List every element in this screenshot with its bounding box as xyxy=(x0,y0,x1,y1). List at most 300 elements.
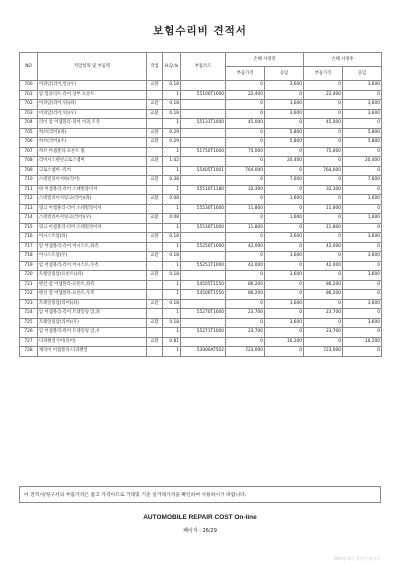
cell-parts-price-after: 23,700 xyxy=(304,328,343,338)
cell-work: 교환 xyxy=(147,176,163,186)
cell-parts-price-before: 42,000 xyxy=(226,242,265,252)
cell-no: 716 xyxy=(20,233,38,243)
table-row xyxy=(20,261,382,271)
cell-parts-price-after: 0 xyxy=(304,318,343,328)
cell-labor-before: 0 xyxy=(265,328,304,338)
cell-parts-price-before: 75,000 xyxy=(226,147,265,157)
cell-part-code: 55271T1000 xyxy=(181,328,226,338)
cell-parts-price-after: 75,000 xyxy=(304,147,343,157)
cell-labor-before: 1,600 xyxy=(265,195,304,205)
cell-no: 712 xyxy=(20,195,38,205)
cell-item: 허브(리어)(좌) xyxy=(38,128,147,138)
cell-no: 713 xyxy=(20,204,38,214)
cell-work xyxy=(147,309,163,319)
cell-parts-price-after: 42,000 xyxy=(304,261,343,271)
cell-parts-price-after: 0 xyxy=(304,109,343,119)
cell-labor-before: 3,600 xyxy=(265,318,304,328)
cell-hq: 1 xyxy=(163,185,181,195)
cell-hq: 1 xyxy=(163,328,181,338)
cell-labor-after: 0 xyxy=(343,147,382,157)
cell-labor-before: 0 xyxy=(265,185,304,195)
cell-item: 링크 어셈블리-리어 스테빌라이저 xyxy=(38,204,147,214)
header-labor-before: 공임 xyxy=(265,67,304,81)
cell-work xyxy=(147,90,163,100)
header-no: NO xyxy=(20,53,38,81)
table-row xyxy=(20,147,382,157)
table-row xyxy=(20,223,382,233)
cell-hq: 0.18 xyxy=(163,109,181,119)
cell-part-code: 55250T1000 xyxy=(181,242,226,252)
table-row xyxy=(20,109,382,119)
cell-parts-price-before: 0 xyxy=(226,157,265,167)
cell-work: 교환 xyxy=(147,100,163,110)
header-work: 작업 xyxy=(147,53,163,81)
cell-work: 교환 xyxy=(147,128,163,138)
cell-part-code xyxy=(181,100,226,110)
table-row xyxy=(20,195,382,205)
cell-labor-after: 0 xyxy=(343,223,382,233)
cell-parts-price-before: 42,000 xyxy=(226,261,265,271)
cell-labor-after: 5,800 xyxy=(343,128,382,138)
cell-parts-price-before: 32,300 xyxy=(226,185,265,195)
cell-labor-before: 0 xyxy=(265,309,304,319)
table-row xyxy=(20,185,382,195)
cell-parts-price-after: 0 xyxy=(304,214,343,224)
cell-parts-price-after: 86,200 xyxy=(304,280,343,290)
cell-parts-price-before: 0 xyxy=(226,100,265,110)
cell-work: 교환 xyxy=(147,233,163,243)
cell-labor-after: 0 xyxy=(343,328,382,338)
cell-part-code xyxy=(181,299,226,309)
cell-work: 교환 xyxy=(147,109,163,119)
cell-parts-price-before: 0 xyxy=(226,176,265,186)
cell-no: 710 xyxy=(20,176,38,186)
header-parts-price-before: 부품가격 xyxy=(226,67,265,81)
cell-hq: 1 xyxy=(163,309,181,319)
cell-part-code: 55510T1180 xyxy=(181,185,226,195)
cell-item: 리어 암 어셈블리-리어 어퍼,우측 xyxy=(38,119,147,129)
cell-part-code xyxy=(181,195,226,205)
cell-part-code: 54505T1550 xyxy=(181,280,226,290)
cell-part-code: 55530T1000 xyxy=(181,223,226,233)
cell-item: 트레일링암(리어)(우) xyxy=(38,318,147,328)
table-row xyxy=(20,337,382,347)
cell-hq: 0.18 xyxy=(163,318,181,328)
cell-item: 어퍼암(리어,뒤)(우) xyxy=(38,109,147,119)
cell-labor-after: 0 xyxy=(343,261,382,271)
cell-labor-before: 3,600 xyxy=(265,233,304,243)
cell-labor-after: 0 xyxy=(343,242,382,252)
cell-part-code xyxy=(181,252,226,262)
cell-no: 721 xyxy=(20,280,38,290)
cell-item: 암 어셈블리-리어 어시스트,좌측 xyxy=(38,242,147,252)
cell-hq: 0.18 xyxy=(163,100,181,110)
cell-labor-after: 3,600 xyxy=(343,252,382,262)
cell-parts-price-before: 45,000 xyxy=(226,119,265,129)
cell-labor-before: 0 xyxy=(265,242,304,252)
cell-item: 디퍼렌셜기어(리어) xyxy=(38,337,147,347)
cell-item: 어퍼암(리어,뒤)(좌) xyxy=(38,100,147,110)
cell-parts-price-before: 0 xyxy=(226,195,265,205)
header-parts-price-after: 부품가격 xyxy=(304,67,343,81)
cell-labor-before: 0 xyxy=(265,223,304,233)
cell-part-code xyxy=(181,176,226,186)
cell-item: 텐션 암 어셈블리-프론트,우측 xyxy=(38,290,147,300)
cell-parts-price-before: 86,200 xyxy=(226,290,265,300)
header-hq: H.Q,% xyxy=(163,53,181,81)
cell-parts-price-before: 86,200 xyxy=(226,280,265,290)
cell-parts-price-after: 0 xyxy=(304,100,343,110)
cell-parts-price-before: 723,000 xyxy=(226,347,265,357)
cell-no: 707 xyxy=(20,147,38,157)
cell-no: 725 xyxy=(20,318,38,328)
cell-labor-after: 5,800 xyxy=(343,138,382,148)
cell-no: 723 xyxy=(20,299,38,309)
table-row xyxy=(20,204,382,214)
table-row xyxy=(20,81,382,91)
estimate-table xyxy=(19,52,382,357)
table-row xyxy=(20,280,382,290)
cell-part-code xyxy=(181,233,226,243)
cell-hq: 1 xyxy=(163,290,181,300)
cell-item: 트레일링암(프론트)(좌) xyxy=(38,271,147,281)
cell-item: 어시스트암(좌) xyxy=(38,233,147,243)
cell-no: 705 xyxy=(20,128,38,138)
table-row xyxy=(20,166,382,176)
cell-hq: 1 xyxy=(163,147,181,157)
cell-parts-price-before: 0 xyxy=(226,271,265,281)
cell-parts-price-after: 723,000 xyxy=(304,347,343,357)
cell-parts-price-before: 0 xyxy=(226,318,265,328)
cell-no: 700 xyxy=(20,81,38,91)
cell-item: 트레일링암(리어)(좌) xyxy=(38,299,147,309)
cell-parts-price-after: 0 xyxy=(304,138,343,148)
cell-parts-price-after: 11,800 xyxy=(304,204,343,214)
cell-labor-after: 0 xyxy=(343,119,382,129)
cell-part-code: 55131T1000 xyxy=(181,119,226,129)
cell-item: 암 어셈블리-리어 트레일링 암,우 xyxy=(38,328,147,338)
cell-parts-price-after: 45,000 xyxy=(304,119,343,129)
cell-parts-price-after: 764,000 xyxy=(304,166,343,176)
cell-parts-price-before: 0 xyxy=(226,233,265,243)
cell-item: 링크 어셈블리-리어 스태빌라이저 xyxy=(38,223,147,233)
cell-parts-price-before: 11,800 xyxy=(226,204,265,214)
cell-labor-after: 0 xyxy=(343,290,382,300)
cell-hq: 1 xyxy=(163,280,181,290)
cell-work: 교환 xyxy=(147,138,163,148)
cell-parts-price-after: 22,400 xyxy=(304,90,343,100)
cell-work xyxy=(147,290,163,300)
cell-hq: 0.81 xyxy=(163,337,181,347)
cell-labor-after: 0 xyxy=(343,309,382,319)
cell-parts-price-after: 86,200 xyxy=(304,290,343,300)
cell-hq: 0.18 xyxy=(163,271,181,281)
cell-labor-after: 3,600 xyxy=(343,100,382,110)
cell-parts-price-after: 0 xyxy=(304,157,343,167)
cell-part-code: 55530T1000 xyxy=(181,204,226,214)
table-row xyxy=(20,299,382,309)
table-row xyxy=(20,90,382,100)
cell-parts-price-after: 42,000 xyxy=(304,242,343,252)
cell-no: 718 xyxy=(20,252,38,262)
cell-part-code: 53000AT502 xyxy=(181,347,226,357)
cell-no: 708 xyxy=(20,157,38,167)
cell-hq: 1 xyxy=(163,166,181,176)
table-row xyxy=(20,100,382,110)
cell-labor-after: 1,600 xyxy=(343,214,382,224)
cell-item: 바 어셈블리-리어 스태빌라이저 xyxy=(38,185,147,195)
cell-no: 724 xyxy=(20,309,38,319)
cell-part-code xyxy=(181,109,226,119)
cell-labor-after: 3,600 xyxy=(343,109,382,119)
cell-labor-after: 1,600 xyxy=(343,195,382,205)
cell-part-code xyxy=(181,157,226,167)
cell-parts-price-after: 0 xyxy=(304,299,343,309)
cell-item: 암 어셈블리-리어 어시스트,우측 xyxy=(38,261,147,271)
cell-parts-price-before: 0 xyxy=(226,252,265,262)
disclaimer-note: 이 견적서/청구서의 부품가격은 참고 가격이므로 거래및 기준 실거래가격을 확인하여 사용하시기 바랍니다. xyxy=(19,486,381,503)
cell-part-code: 55100T1000 xyxy=(181,90,226,100)
cell-no: 701 xyxy=(20,90,38,100)
cell-labor-before: 16,200 xyxy=(265,337,304,347)
cell-labor-before: 1,600 xyxy=(265,214,304,224)
cell-parts-price-after: 32,300 xyxy=(304,185,343,195)
cell-parts-price-before: 0 xyxy=(226,109,265,119)
cell-labor-before: 0 xyxy=(265,90,304,100)
table-row xyxy=(20,318,382,328)
cell-parts-price-before: 11,800 xyxy=(226,223,265,233)
cell-labor-after: 3,600 xyxy=(343,318,382,328)
cell-labor-before: 0 xyxy=(265,204,304,214)
cell-work xyxy=(147,328,163,338)
cell-work xyxy=(147,261,163,271)
cell-no: 717 xyxy=(20,242,38,252)
table-row xyxy=(20,347,382,357)
cell-labor-before: 3,600 xyxy=(265,271,304,281)
cell-hq: 1 xyxy=(163,347,181,357)
cell-labor-before: 3,600 xyxy=(265,81,304,91)
cell-labor-before: 0 xyxy=(265,347,304,357)
cell-item: 허브 어셈블리-프론트 휠 xyxy=(38,147,147,157)
cell-labor-after: 3,600 xyxy=(343,81,382,91)
cell-parts-price-before: 22,400 xyxy=(226,90,265,100)
cell-no: 715 xyxy=(20,223,38,233)
cell-labor-before: 0 xyxy=(265,119,304,129)
cell-work xyxy=(147,242,163,252)
cell-hq: 1.02 xyxy=(163,157,181,167)
cell-work: 교환 xyxy=(147,252,163,262)
cell-parts-price-after: 0 xyxy=(304,271,343,281)
cell-part-code xyxy=(181,214,226,224)
cell-hq: 1 xyxy=(163,119,181,129)
cell-labor-before: 3,600 xyxy=(265,109,304,119)
cell-hq: 1 xyxy=(163,242,181,252)
table-row xyxy=(20,233,382,243)
cell-hq: 1 xyxy=(163,261,181,271)
cell-labor-after: 20,400 xyxy=(343,157,382,167)
cell-labor-after: 3,600 xyxy=(343,299,382,309)
cell-parts-price-after: 11,800 xyxy=(304,223,343,233)
cell-hq: 1 xyxy=(163,90,181,100)
cell-item: 어시스트암(우) xyxy=(38,252,147,262)
cell-labor-before: 7,600 xyxy=(265,176,304,186)
cell-parts-price-before: 0 xyxy=(226,81,265,91)
cell-work xyxy=(147,119,163,129)
cell-part-code xyxy=(181,337,226,347)
cell-work xyxy=(147,204,163,214)
cell-labor-before: 0 xyxy=(265,147,304,157)
cell-hq: 1 xyxy=(163,223,181,233)
cell-labor-before: 20,400 xyxy=(265,157,304,167)
page-number: 페이지 : 26/29 xyxy=(183,528,217,534)
cell-no: 727 xyxy=(20,337,38,347)
cell-labor-before: 0 xyxy=(265,290,304,300)
header-before-adjustment: 손해 사정전 xyxy=(226,53,304,67)
header-part-code: 부품코드 xyxy=(181,53,226,81)
cell-labor-before: 0 xyxy=(265,261,304,271)
cell-item: 스테빌라이저링크(리어)(좌) xyxy=(38,195,147,205)
cell-work: 교환 xyxy=(147,337,163,347)
cell-part-code xyxy=(181,138,226,148)
cell-work xyxy=(147,185,163,195)
estimate-rows xyxy=(20,81,382,357)
table-row xyxy=(20,157,382,167)
cell-part-code xyxy=(181,318,226,328)
cell-no: 722 xyxy=(20,290,38,300)
cell-labor-after: 0 xyxy=(343,166,382,176)
cell-hq: 0.18 xyxy=(163,252,181,262)
cell-no: 703 xyxy=(20,109,38,119)
cell-labor-after: 3,600 xyxy=(343,271,382,281)
cell-no: 709 xyxy=(20,166,38,176)
cell-hq: 0.08 xyxy=(163,214,181,224)
cell-parts-price-before: 764,000 xyxy=(226,166,265,176)
cell-parts-price-after: 0 xyxy=(304,176,343,186)
cell-no: 706 xyxy=(20,138,38,148)
cell-work: 교환 xyxy=(147,195,163,205)
cell-labor-before: 5,800 xyxy=(265,138,304,148)
cell-parts-price-before: 0 xyxy=(226,138,265,148)
cell-labor-after: 0 xyxy=(343,90,382,100)
cell-no: 728 xyxy=(20,347,38,357)
header-item: 작업항목 및 부품명 xyxy=(38,53,147,81)
cell-no: 702 xyxy=(20,100,38,110)
cell-parts-price-after: 0 xyxy=(304,81,343,91)
cell-work: 교환 xyxy=(147,81,163,91)
cell-parts-price-before: 0 xyxy=(226,128,265,138)
cell-labor-after: 0 xyxy=(343,185,382,195)
cell-no: 704 xyxy=(20,119,38,129)
cell-work xyxy=(147,223,163,233)
cell-labor-after: 16,200 xyxy=(343,337,382,347)
cell-parts-price-before: 0 xyxy=(226,337,265,347)
footer-title: AUTOMOBILE REPAIR COST On-line xyxy=(143,514,257,521)
table-row xyxy=(20,242,382,252)
cell-work xyxy=(147,347,163,357)
cell-parts-price-after: 0 xyxy=(304,195,343,205)
cell-hq: 0.18 xyxy=(163,81,181,91)
cell-part-code xyxy=(181,81,226,91)
cell-parts-price-after: 0 xyxy=(304,128,343,138)
capture-watermark: Web상에서 캡처된 페이지 xyxy=(333,556,380,561)
cell-labor-before: 3,600 xyxy=(265,100,304,110)
cell-labor-before: 0 xyxy=(265,166,304,176)
cell-labor-before: 0 xyxy=(265,280,304,290)
cell-work: 교환 xyxy=(147,214,163,224)
cell-part-code: 51750T1000 xyxy=(181,147,226,157)
cell-work: 교환 xyxy=(147,299,163,309)
cell-labor-before: 5,800 xyxy=(265,128,304,138)
cell-parts-price-after: 0 xyxy=(304,337,343,347)
table-row xyxy=(20,309,382,319)
cell-hq: 0.08 xyxy=(163,195,181,205)
cell-labor-after: 7,600 xyxy=(343,176,382,186)
cell-labor-after: 0 xyxy=(343,280,382,290)
cell-no: 714 xyxy=(20,214,38,224)
cell-labor-before: 3,600 xyxy=(265,299,304,309)
cell-part-code xyxy=(181,271,226,281)
cell-part-code: 55251T1000 xyxy=(181,261,226,271)
cell-no: 711 xyxy=(20,185,38,195)
cell-part-code: 54506T1550 xyxy=(181,290,226,300)
table-row xyxy=(20,176,382,186)
table-row xyxy=(20,214,382,224)
cell-labor-before: 3,600 xyxy=(265,252,304,262)
cell-parts-price-before: 0 xyxy=(226,214,265,224)
table-row xyxy=(20,290,382,300)
cell-item: 암 컴플리트-리어 상부 프론트 xyxy=(38,90,147,100)
cell-part-code xyxy=(181,128,226,138)
table-row xyxy=(20,252,382,262)
cell-work: 교환 xyxy=(147,157,163,167)
cell-item: 크로스멤버 -리어 xyxy=(38,166,147,176)
table-row xyxy=(20,328,382,338)
cell-work: 교환 xyxy=(147,318,163,328)
cell-item: 캐리어 어셈블리-디퍼렌셜 xyxy=(38,347,147,357)
table-row xyxy=(20,119,382,129)
cell-item: 리어서스펜션크로스멤버 xyxy=(38,157,147,167)
cell-parts-price-before: 23,700 xyxy=(226,309,265,319)
table-row xyxy=(20,271,382,281)
cell-work xyxy=(147,166,163,176)
cell-parts-price-before: 0 xyxy=(226,299,265,309)
cell-hq: 0.18 xyxy=(163,233,181,243)
cell-parts-price-after: 0 xyxy=(304,233,343,243)
cell-hq: 1 xyxy=(163,204,181,214)
cell-no: 726 xyxy=(20,328,38,338)
cell-parts-price-after: 23,700 xyxy=(304,309,343,319)
cell-parts-price-after: 0 xyxy=(304,252,343,262)
cell-item: 텐션 암 어셈블리-프론트,좌측 xyxy=(38,280,147,290)
table-row xyxy=(20,138,382,148)
cell-part-code: 55270T1000 xyxy=(181,309,226,319)
cell-labor-after: 3,600 xyxy=(343,233,382,243)
cell-item: 스테빌라이저바(리어) xyxy=(38,176,147,186)
cell-hq: 0.29 xyxy=(163,138,181,148)
cell-item: 암 어셈블리-리어 트레일링 암,좌 xyxy=(38,309,147,319)
document-title: 보험수리비 견적서 xyxy=(153,25,247,37)
cell-hq: 0.18 xyxy=(163,299,181,309)
cell-work xyxy=(147,147,163,157)
cell-hq: 0.29 xyxy=(163,128,181,138)
cell-no: 719 xyxy=(20,261,38,271)
header-labor-after: 공임 xyxy=(343,67,382,81)
header-after-adjustment: 손해 사정후 xyxy=(304,53,382,67)
cell-work: 교환 xyxy=(147,271,163,281)
cell-item: 어퍼암(리어,앞)(우) xyxy=(38,81,147,91)
table-row xyxy=(20,128,382,138)
cell-item: 허브(리어)(우) xyxy=(38,138,147,148)
